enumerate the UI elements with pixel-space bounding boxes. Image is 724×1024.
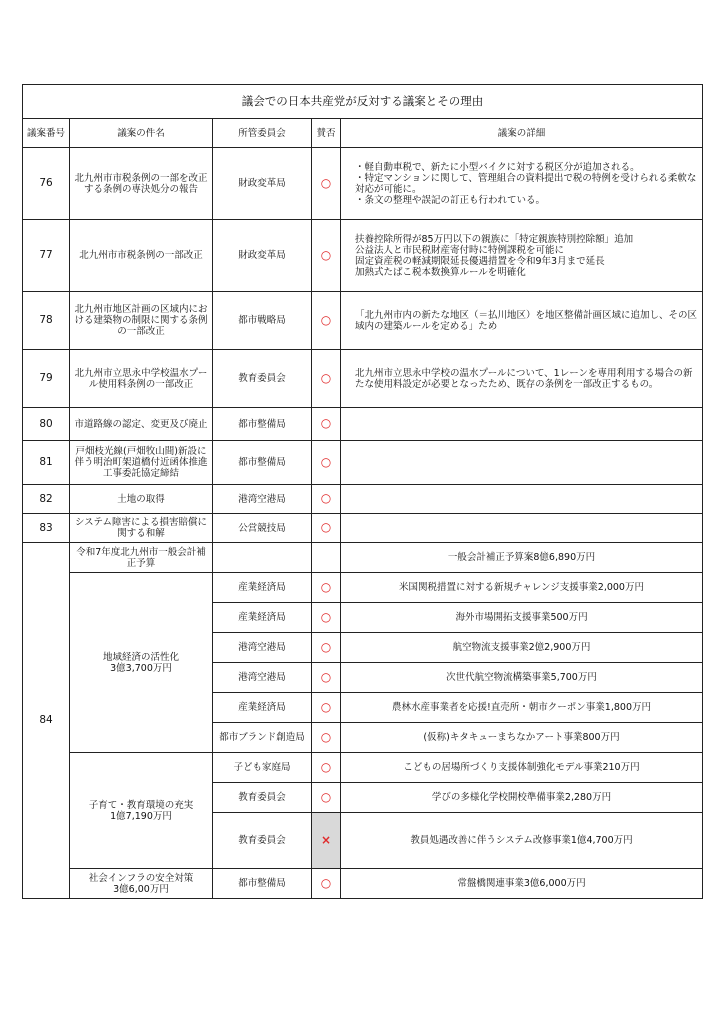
bill-detail bbox=[341, 350, 703, 408]
budget-item-row bbox=[23, 869, 703, 899]
approve-mark: ○ bbox=[320, 491, 332, 505]
budget-item-row bbox=[23, 753, 703, 783]
budget-group bbox=[70, 753, 213, 869]
budget-item-detail: 次世代航空物流構築事業5,700万円 bbox=[341, 663, 703, 693]
bill-number: 80 bbox=[23, 408, 70, 441]
vote-cell bbox=[312, 813, 341, 869]
oppose-mark: × bbox=[320, 832, 332, 847]
approve-mark: ○ bbox=[320, 312, 332, 327]
budget-group-label: 地域経済の活性化 bbox=[102, 651, 179, 663]
budget-item-detail: (仮称)キタキューまちなかアート事業800万円 bbox=[341, 723, 703, 753]
detail-line: ・軽自動車税で、新たに小型バイクに対する税区分が追加される。 bbox=[355, 161, 640, 173]
approve-mark: ○ bbox=[320, 789, 332, 804]
approve-mark: ○ bbox=[320, 175, 332, 190]
vote-cell bbox=[312, 869, 341, 899]
table-title: 議会での日本共産党が反対する議案とその理由 bbox=[23, 85, 703, 119]
budget-item-detail: 農林水産事業者を応援!直売所・朝市クーポン事業1,800万円 bbox=[341, 693, 703, 723]
vote-cell bbox=[312, 441, 341, 485]
detail-line: 公益法人と市民税財産寄付時に特例課税を可能に bbox=[355, 244, 565, 256]
budget-group-label: 社会インフラの安全対策 bbox=[88, 872, 194, 884]
committee: 都市整備局 bbox=[213, 869, 312, 899]
budget-item-detail: 航空物流支援事業2億2,900万円 bbox=[341, 633, 703, 663]
vote-cell bbox=[312, 220, 341, 292]
bill-detail bbox=[341, 148, 703, 220]
committee bbox=[213, 543, 312, 573]
committee: 教育委員会 bbox=[213, 813, 312, 869]
bill-number: 84 bbox=[23, 543, 70, 899]
committee: 産業経済局 bbox=[213, 693, 312, 723]
budget-total-row bbox=[23, 543, 703, 573]
vote-cell bbox=[312, 783, 341, 813]
bill-name: 市道路線の認定、変更及び廃止 bbox=[70, 408, 213, 441]
committee: 産業経済局 bbox=[213, 603, 312, 633]
vote-cell bbox=[312, 573, 341, 603]
vote-cell bbox=[312, 603, 341, 633]
vote-cell bbox=[312, 693, 341, 723]
bill-detail bbox=[341, 220, 703, 292]
table-row bbox=[23, 408, 703, 441]
bill-number: 76 bbox=[23, 148, 70, 220]
table-title-row bbox=[23, 85, 703, 119]
bill-detail bbox=[341, 441, 703, 485]
vote-cell bbox=[312, 723, 341, 753]
budget-group-amount: 3億6,00万円 bbox=[113, 883, 169, 895]
approve-mark: ○ bbox=[320, 669, 332, 684]
bill-detail bbox=[341, 292, 703, 350]
header-name: 議案の件名 bbox=[70, 119, 213, 148]
vote-cell bbox=[312, 292, 341, 350]
vote-cell bbox=[312, 543, 341, 573]
vote-cell bbox=[312, 148, 341, 220]
table-row bbox=[23, 485, 703, 514]
committee: 子ども家庭局 bbox=[213, 753, 312, 783]
detail-line: 固定資産税の軽減期限延長優遇措置を令和9年3月まで延長 bbox=[355, 255, 605, 267]
committee: 港湾空港局 bbox=[213, 633, 312, 663]
budget-group bbox=[70, 869, 213, 899]
approve-mark: ○ bbox=[320, 729, 332, 744]
bill-number: 77 bbox=[23, 220, 70, 292]
committee: 港湾空港局 bbox=[213, 485, 312, 514]
committee: 港湾空港局 bbox=[213, 663, 312, 693]
committee: 教育委員会 bbox=[213, 350, 312, 408]
detail-line: ・特定マンションに関して、管理組合の資料提出で税の特例を受けられる柔軟な対応が可能に。 bbox=[355, 172, 697, 195]
header-committee: 所管委員会 bbox=[213, 119, 312, 148]
header-detail: 議案の詳細 bbox=[341, 119, 703, 148]
table-row bbox=[23, 292, 703, 350]
table-row bbox=[23, 220, 703, 292]
vote-cell bbox=[312, 485, 341, 514]
budget-item-detail: 米国関税措置に対する新規チャレンジ支援事業2,000万円 bbox=[341, 573, 703, 603]
bill-name: 令和7年度北九州市一般会計補正予算 bbox=[70, 543, 213, 573]
vote-cell bbox=[312, 663, 341, 693]
detail-line: 扶養控除所得が85万円以下の親族に「特定親族特別控除額」追加 bbox=[355, 233, 634, 245]
budget-group-amount: 3億3,700万円 bbox=[110, 662, 172, 674]
budget-item-detail: 常盤橋関連事業3億6,000万円 bbox=[341, 869, 703, 899]
bill-number: 79 bbox=[23, 350, 70, 408]
bill-name: 北九州市市税条例の一部改正 bbox=[70, 220, 213, 292]
committee: 都市戦略局 bbox=[213, 292, 312, 350]
approve-mark: ○ bbox=[320, 639, 332, 654]
budget-group-label: 子育て・教育環境の充実 bbox=[88, 799, 194, 811]
vote-cell bbox=[312, 350, 341, 408]
bills-table bbox=[22, 84, 703, 899]
approve-mark: ○ bbox=[320, 699, 332, 714]
vote-cell bbox=[312, 633, 341, 663]
approve-mark: ○ bbox=[320, 609, 332, 624]
table-row bbox=[23, 148, 703, 220]
bill-number: 83 bbox=[23, 514, 70, 543]
bill-name: 北九州市立思永中学校温水プール使用料条例の一部改正 bbox=[70, 350, 213, 408]
committee: 都市整備局 bbox=[213, 408, 312, 441]
budget-item-detail: こどもの居場所づくり支援体制強化モデル事業210万円 bbox=[341, 753, 703, 783]
header-row bbox=[23, 119, 703, 148]
approve-mark: ○ bbox=[320, 579, 332, 594]
committee: 教育委員会 bbox=[213, 783, 312, 813]
detail-line: ・条文の整理や誤記の訂正も行われている。 bbox=[355, 194, 546, 206]
bill-detail bbox=[341, 408, 703, 441]
header-vote: 賛否 bbox=[312, 119, 341, 148]
bill-name: 北九州市市税条例の一部を改正する条例の専決処分の報告 bbox=[70, 148, 213, 220]
approve-mark: ○ bbox=[320, 416, 332, 430]
bill-name: 戸畑枝光線(戸畑牧山間)新設に伴う明治町架道橋付近函体推進工事委託協定締結 bbox=[70, 441, 213, 485]
committee: 都市整備局 bbox=[213, 441, 312, 485]
approve-mark: ○ bbox=[320, 370, 332, 385]
budget-item-detail: 教員処遇改善に伴うシステム改修事業1億4,700万円 bbox=[341, 813, 703, 869]
approve-mark: ○ bbox=[320, 520, 332, 534]
header-no: 議案番号 bbox=[23, 119, 70, 148]
detail-line: 加熱式たばこ税本数換算ルールを明確化 bbox=[355, 266, 526, 278]
committee: 産業経済局 bbox=[213, 573, 312, 603]
bill-name: 北九州市地区計画の区域内における建築物の制限に関する条例の一部改正 bbox=[70, 292, 213, 350]
budget-item-detail: 海外市場開拓支援事業500万円 bbox=[341, 603, 703, 633]
bill-detail bbox=[341, 485, 703, 514]
table-row bbox=[23, 350, 703, 408]
bill-number: 81 bbox=[23, 441, 70, 485]
bill-name: 土地の取得 bbox=[70, 485, 213, 514]
budget-group bbox=[70, 573, 213, 753]
budget-item-row bbox=[23, 573, 703, 603]
vote-cell bbox=[312, 514, 341, 543]
approve-mark: ○ bbox=[320, 247, 332, 262]
committee: 都市ブランド創造局 bbox=[213, 723, 312, 753]
bill-detail bbox=[341, 514, 703, 543]
committee: 財政変革局 bbox=[213, 148, 312, 220]
detail-line: 「北九州市内の新たな地区（＝払川地区）を地区整備計画区域に追加し、その区域内の建築ルールを定める」ため bbox=[355, 309, 698, 332]
approve-mark: ○ bbox=[320, 759, 332, 774]
vote-cell bbox=[312, 408, 341, 441]
bill-number: 82 bbox=[23, 485, 70, 514]
budget-total: 一般会計補正予算案8億6,890万円 bbox=[341, 543, 703, 573]
budget-item-detail: 学びの多様化学校開校準備事業2,280万円 bbox=[341, 783, 703, 813]
approve-mark: ○ bbox=[320, 875, 332, 890]
bill-name: システム障害による損害賠償に関する和解 bbox=[70, 514, 213, 543]
committee: 公営競技局 bbox=[213, 514, 312, 543]
bill-number: 78 bbox=[23, 292, 70, 350]
vote-cell bbox=[312, 753, 341, 783]
detail-line: 北九州市立思永中学校の温水プールについて、1レーンを専用利用する場合の新たな使用料設定が必要となったため、既存の条例を一部改正するもの。 bbox=[355, 367, 693, 390]
table-row bbox=[23, 514, 703, 543]
table-row bbox=[23, 441, 703, 485]
approve-mark: ○ bbox=[320, 454, 332, 469]
committee: 財政変革局 bbox=[213, 220, 312, 292]
budget-group-amount: 1億7,190万円 bbox=[110, 810, 172, 822]
